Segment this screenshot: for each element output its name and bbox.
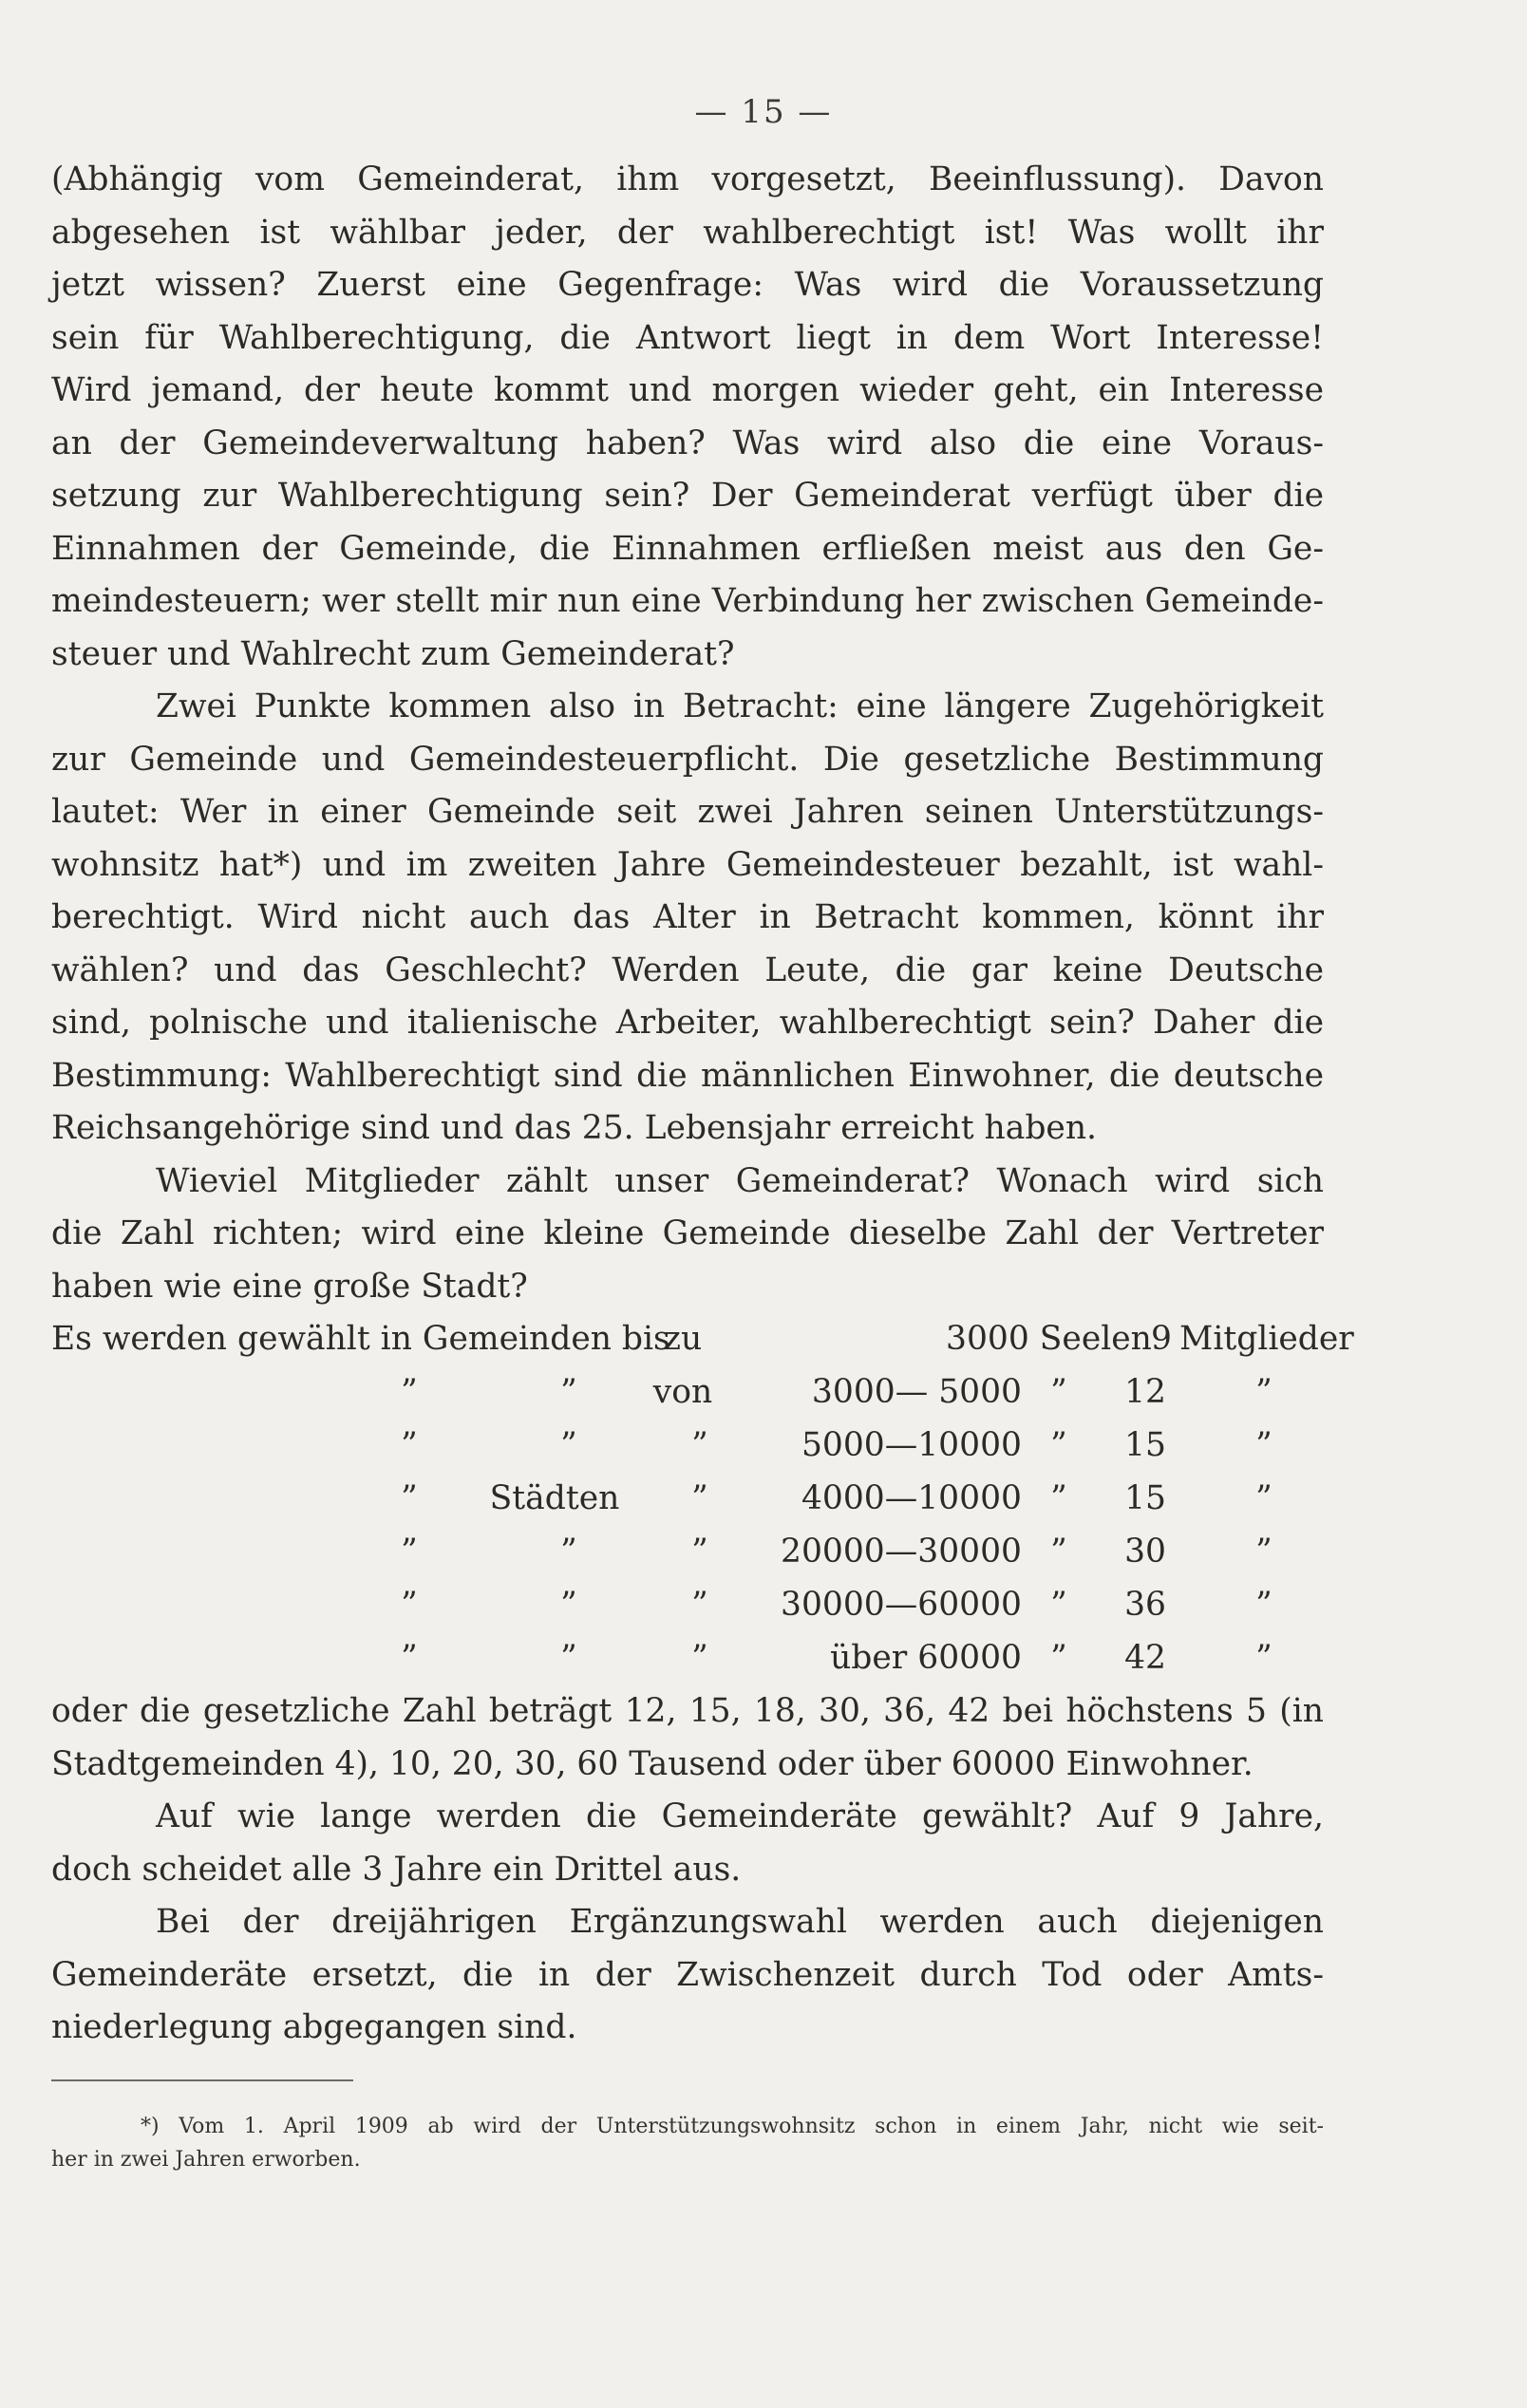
footnote	[51, 2110, 1324, 2176]
text-line: Einnahmen der Gemeinde, die Einnahmen erfließen meist aus den Ge-	[51, 529, 1324, 568]
ditto-mark: ”	[1255, 1426, 1272, 1464]
text-line: sind, polnische und italienische Arbeiter, wahlberechtigt sein? Daher die	[51, 1004, 1324, 1042]
table-unit: Städten	[489, 1479, 620, 1517]
ditto-mark: ”	[560, 1586, 577, 1624]
table-count: 9	[1151, 1320, 1172, 1358]
text-line: haben wie eine große Stadt?	[51, 1267, 528, 1306]
text-line: zur Gemeinde und Gemeindesteuerpflicht. Die gesetzliche Bestimmung	[51, 740, 1324, 779]
ditto-mark: ”	[1050, 1639, 1067, 1677]
text-line: an der Gemeindeverwaltung haben? Was wird also die eine Voraus-	[51, 423, 1324, 462]
ditto-mark: ”	[1255, 1479, 1272, 1517]
paragraph-3	[51, 1156, 1324, 1314]
table-row	[51, 1632, 1324, 1684]
ditto-mark: ”	[1050, 1533, 1067, 1571]
ditto-mark: ”	[1255, 1373, 1272, 1411]
ditto-mark: ”	[1050, 1373, 1067, 1411]
table-range: 5000—10000	[801, 1426, 1022, 1464]
ditto-mark: ”	[401, 1373, 418, 1411]
page-number: — 15 —	[694, 93, 833, 131]
table-range: 4000—10000	[801, 1479, 1022, 1517]
table-count: 36	[1124, 1586, 1166, 1624]
table-prep: von	[652, 1373, 713, 1411]
paragraph-4	[51, 1685, 1324, 1791]
table-range: über 60000	[830, 1639, 1022, 1677]
table-prep: zu	[663, 1320, 703, 1358]
ditto-mark: ”	[1050, 1479, 1067, 1517]
table-row	[51, 1526, 1324, 1578]
table-range: 3000— 5000	[811, 1373, 1022, 1411]
text-line: Stadtgemeinden 4), 10, 20, 30, 60 Tausend oder über 60000 Einwohner.	[51, 1744, 1254, 1783]
text-line: wohnsitz hat*) und im zweiten Jahre Gemeindesteuer bezahlt, ist wahl-	[51, 845, 1324, 884]
table-intro: Es werden gewählt in Gemeinden bis	[51, 1320, 670, 1358]
text-line: sein für Wahlberechtigung, die Antwort liegt in dem Wort Interesse!	[51, 318, 1324, 357]
ditto-mark: ”	[691, 1533, 708, 1571]
text-line: wählen? und das Geschlecht? Werden Leute, die gar keine Deutsche	[51, 950, 1324, 989]
text-line: doch scheidet alle 3 Jahre ein Drittel aus.	[51, 1850, 742, 1889]
text-line: Bei der dreijährigen Ergänzungswahl werden auch diejenigen	[156, 1903, 1324, 1941]
text-line: die Zahl richten; wird eine kleine Gemeinde dieselbe Zahl der Vertreter	[51, 1214, 1324, 1252]
ditto-mark: ”	[560, 1533, 577, 1571]
text-line: Zwei Punkte kommen also in Betracht: eine längere Zugehörigkeit	[156, 687, 1324, 725]
text-line: jetzt wissen? Zuerst eine Gegenfrage: Was wird die Voraussetzung	[51, 266, 1324, 304]
text-line: Wird jemand, der heute kommt und morgen wieder geht, ein Interesse	[51, 371, 1324, 409]
table-row	[51, 1579, 1324, 1631]
paragraph-6	[51, 1896, 1324, 2055]
table-unit-word: Mitglieder	[1179, 1320, 1354, 1358]
table-range: 20000—30000	[781, 1533, 1022, 1571]
paragraph-2	[51, 681, 1324, 1156]
text-line: Reichsangehörige sind und das 25. Lebensjahr erreicht haben.	[51, 1109, 1098, 1147]
ditto-mark: ”	[401, 1586, 418, 1624]
text-line: oder die gesetzliche Zahl beträgt 12, 15, 18, 30, 36, 42 bei höchstens 5 (in	[51, 1692, 1324, 1730]
ditto-mark: ”	[691, 1586, 708, 1624]
table-count: 12	[1124, 1373, 1166, 1411]
text-line: Wieviel Mitglieder zählt unser Gemeinderat? Wonach wird sich	[156, 1161, 1324, 1200]
ditto-mark: ”	[560, 1373, 577, 1411]
ditto-mark: ”	[401, 1533, 418, 1571]
text-line: steuer und Wahlrecht zum Gemeinderat?	[51, 634, 735, 673]
text-line: berechtigt. Wird nicht auch das Alter in Betracht kommen, könnt ihr	[51, 898, 1324, 936]
table-range: 3000 Seelen	[946, 1320, 1152, 1358]
text-line: Auf wie lange werden die Gemeinderäte gewählt? Auf 9 Jahre,	[156, 1797, 1324, 1835]
ditto-mark: ”	[1255, 1533, 1272, 1571]
text-line: niederlegung abgegangen sind.	[51, 2008, 577, 2046]
ditto-mark: ”	[401, 1639, 418, 1677]
ditto-mark: ”	[1050, 1586, 1067, 1624]
table-row	[51, 1420, 1324, 1472]
text-line: lautet: Wer in einer Gemeinde seit zwei Jahren seinen Unterstützungs-	[51, 793, 1324, 831]
ditto-mark: ”	[691, 1639, 708, 1677]
ditto-mark: ”	[560, 1426, 577, 1464]
table-row	[51, 1313, 1354, 1365]
ditto-mark: ”	[1255, 1639, 1272, 1677]
footnote-line: her in zwei Jahren erworben.	[51, 2148, 361, 2172]
table-count: 30	[1124, 1533, 1166, 1571]
table-row	[51, 1366, 1324, 1419]
ditto-mark: ”	[560, 1639, 577, 1677]
table-count: 42	[1124, 1639, 1166, 1677]
text-line: Gemeinderäte ersetzt, die in der Zwischenzeit durch Tod oder Amts-	[51, 1955, 1324, 1994]
paragraph-1	[51, 154, 1324, 681]
footnote-divider	[51, 2079, 353, 2081]
text-line: meindesteuern; wer stellt mir nun eine Verbindung her zwischen Gemeinde-	[51, 582, 1324, 620]
ditto-mark: ”	[401, 1426, 418, 1464]
ditto-mark: ”	[691, 1479, 708, 1517]
paragraph-5	[51, 1791, 1324, 1896]
table-range: 30000—60000	[781, 1586, 1022, 1624]
ditto-mark: ”	[401, 1479, 418, 1517]
council-size-table	[51, 1313, 1354, 1685]
ditto-mark: ”	[1050, 1426, 1067, 1464]
text-line: abgesehen ist wählbar jeder, der wahlberechtigt ist! Was wollt ihr	[51, 213, 1324, 252]
ditto-mark: ”	[691, 1426, 708, 1464]
ditto-mark: ”	[1255, 1586, 1272, 1624]
table-count: 15	[1124, 1426, 1166, 1464]
table-count: 15	[1124, 1479, 1166, 1517]
footnote-line: *) Vom 1. April 1909 ab wird der Unterstützungswohnsitz schon in einem Jahr, nicht wie seit-	[141, 2115, 1324, 2138]
body-text	[51, 154, 1354, 2055]
text-line: (Abhängig vom Gemeinderat, ihm vorgesetzt, Beeinflussung). Davon	[51, 160, 1324, 198]
text-line: setzung zur Wahlberechtigung sein? Der Gemeinderat verfügt über die	[51, 477, 1324, 515]
text-line: Bestimmung: Wahlberechtigt sind die männlichen Einwohner, die deutsche	[51, 1056, 1324, 1095]
table-row	[51, 1473, 1324, 1525]
